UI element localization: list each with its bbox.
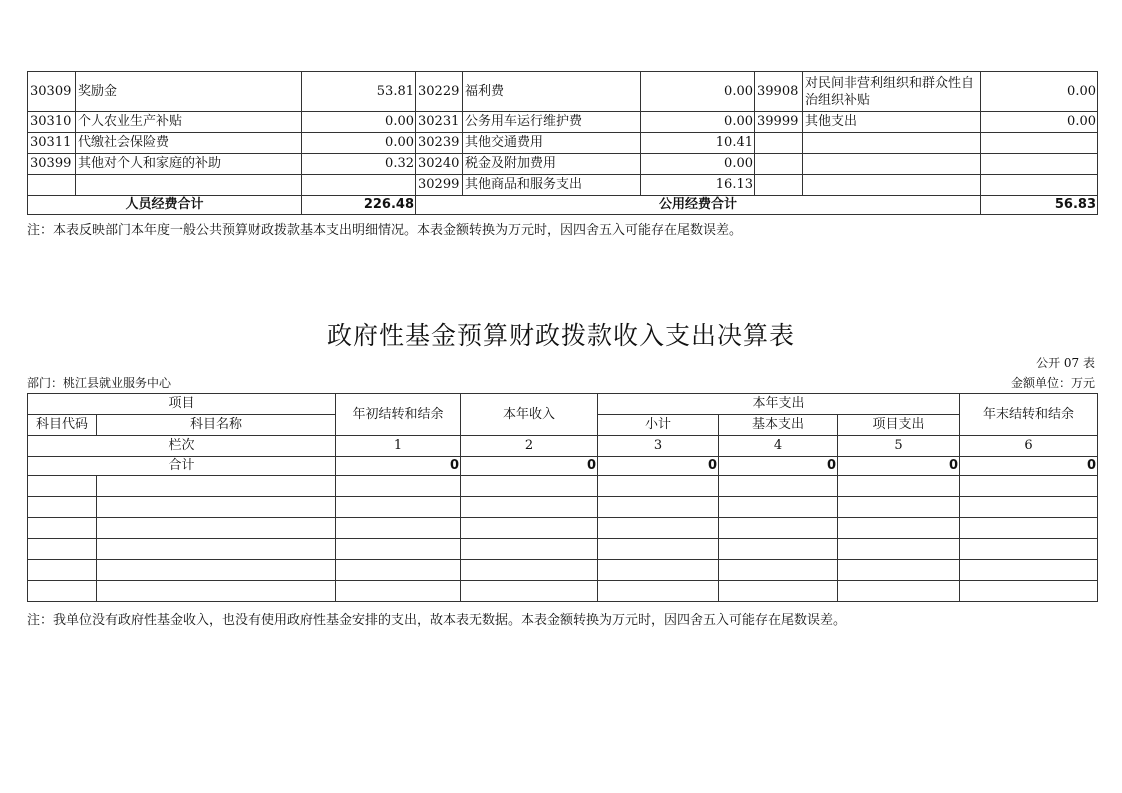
subject-code: 30239 — [416, 133, 463, 154]
header-subject-code: 科目代码 — [28, 415, 97, 436]
subject-code: 30311 — [28, 133, 76, 154]
empty-cell — [960, 497, 1098, 518]
empty-cell — [719, 560, 838, 581]
table-row — [28, 72, 1098, 112]
empty-cell — [28, 476, 97, 497]
header-basic-expense: 基本支出 — [719, 415, 838, 436]
subject-code — [755, 154, 803, 175]
empty-cell — [461, 476, 598, 497]
subject-name — [803, 133, 981, 154]
empty-cell — [336, 560, 461, 581]
header-subtotal: 小计 — [598, 415, 719, 436]
empty-cell — [28, 518, 97, 539]
empty-row — [28, 539, 1098, 560]
column-number: 2 — [461, 436, 598, 457]
empty-row — [28, 476, 1098, 497]
total-value: 0 — [461, 457, 598, 476]
total-label: 合计 — [28, 457, 336, 476]
header-subject-name: 科目名称 — [97, 415, 336, 436]
empty-cell — [838, 518, 960, 539]
subject-name: 其他对个人和家庭的补助 — [76, 154, 302, 175]
empty-cell — [719, 539, 838, 560]
table-row — [28, 154, 1098, 175]
subject-name: 代缴社会保险费 — [76, 133, 302, 154]
table-code: 公开 07 表 — [1036, 356, 1095, 370]
unit-label: 金额单位：万元 — [1010, 376, 1095, 390]
subject-name: 其他交通费用 — [463, 133, 641, 154]
subject-code: 30240 — [416, 154, 463, 175]
amount: 0.00 — [641, 112, 755, 133]
header-project: 项目 — [28, 394, 336, 415]
empty-cell — [598, 497, 719, 518]
column-number: 6 — [960, 436, 1098, 457]
subject-name: 个人农业生产补贴 — [76, 112, 302, 133]
empty-cell — [97, 581, 336, 602]
subject-code: 30399 — [28, 154, 76, 175]
header-begin-balance: 年初结转和结余 — [336, 394, 461, 436]
header-expense: 本年支出 — [598, 394, 960, 415]
empty-cell — [336, 518, 461, 539]
amount: 0.00 — [302, 112, 416, 133]
empty-cell — [336, 581, 461, 602]
column-number: 5 — [838, 436, 960, 457]
empty-cell — [719, 518, 838, 539]
total-value: 0 — [838, 457, 960, 476]
empty-cell — [97, 476, 336, 497]
subject-name: 对民间非营利组织和群众性自治组织补贴 — [803, 72, 981, 112]
note-basic-expenditure: 注：本表反映部门本年度一般公共预算财政拨款基本支出明细情况。本表金额转换为万元时，因四舍五入可能存在尾数误差。 — [27, 223, 743, 238]
amount — [981, 154, 1098, 175]
subject-name: 税金及附加费用 — [463, 154, 641, 175]
amount — [981, 175, 1098, 196]
empty-row — [28, 497, 1098, 518]
empty-cell — [838, 476, 960, 497]
public-total-label: 公用经费合计 — [416, 196, 981, 215]
empty-cell — [719, 497, 838, 518]
empty-cell — [719, 581, 838, 602]
subject-code: 30229 — [416, 72, 463, 112]
subject-code: 30309 — [28, 72, 76, 112]
empty-cell — [598, 560, 719, 581]
empty-cell — [336, 476, 461, 497]
subject-name: 奖励金 — [76, 72, 302, 112]
empty-cell — [28, 539, 97, 560]
amount: 0.32 — [302, 154, 416, 175]
public-total-value: 56.83 — [981, 196, 1098, 215]
subject-name: 福利费 — [463, 72, 641, 112]
empty-row — [28, 581, 1098, 602]
subject-code: 39908 — [755, 72, 803, 112]
total-value: 0 — [960, 457, 1098, 476]
amount — [981, 133, 1098, 154]
column-number: 3 — [598, 436, 719, 457]
empty-cell — [97, 539, 336, 560]
column-number: 4 — [719, 436, 838, 457]
subject-name: 其他支出 — [803, 112, 981, 133]
amount: 53.81 — [302, 72, 416, 112]
department-label: 部门：桃江县就业服务中心 — [27, 376, 172, 390]
subject-name: 其他商品和服务支出 — [463, 175, 641, 196]
personnel-total-value: 226.48 — [302, 196, 416, 215]
total-row — [28, 196, 1098, 215]
empty-cell — [461, 539, 598, 560]
subject-code: 39999 — [755, 112, 803, 133]
header-project-expense: 项目支出 — [838, 415, 960, 436]
total-value: 0 — [719, 457, 838, 476]
empty-cell — [97, 497, 336, 518]
table-row — [28, 112, 1098, 133]
empty-cell — [461, 560, 598, 581]
amount: 0.00 — [641, 154, 755, 175]
basic-expenditure-table — [27, 71, 1098, 215]
empty-cell — [960, 581, 1098, 602]
total-value: 0 — [336, 457, 461, 476]
subject-code: 30299 — [416, 175, 463, 196]
header-end-balance: 年末结转和结余 — [960, 394, 1098, 436]
empty-cell — [960, 560, 1098, 581]
column-number: 1 — [336, 436, 461, 457]
subject-code: 30310 — [28, 112, 76, 133]
empty-cell — [97, 518, 336, 539]
empty-cell — [336, 539, 461, 560]
total-row — [28, 457, 1098, 476]
empty-cell — [598, 518, 719, 539]
header-column: 栏次 — [28, 436, 336, 457]
empty-cell — [461, 497, 598, 518]
empty-cell — [598, 581, 719, 602]
total-value: 0 — [598, 457, 719, 476]
note-government-fund: 注：我单位没有政府性基金收入，也没有使用政府性基金安排的支出，故本表无数据。本表金额转换为万元时，因四舍五入可能存在尾数误差。 — [27, 613, 847, 628]
column-number-row — [28, 436, 1098, 457]
page-title: 政府性基金预算财政拨款收入支出决算表 — [326, 321, 795, 350]
government-fund-table — [27, 393, 1098, 602]
amount: 16.13 — [641, 175, 755, 196]
personnel-total-label: 人员经费合计 — [28, 196, 302, 215]
empty-cell — [719, 476, 838, 497]
empty-cell — [960, 539, 1098, 560]
empty-cell — [598, 539, 719, 560]
empty-cell — [838, 581, 960, 602]
subject-name: 公务用车运行维护费 — [463, 112, 641, 133]
empty-cell — [28, 560, 97, 581]
table-row — [28, 175, 1098, 196]
subject-code: 30231 — [416, 112, 463, 133]
empty-cell — [960, 476, 1098, 497]
empty-cell — [97, 560, 336, 581]
empty-cell — [960, 518, 1098, 539]
amount: 10.41 — [641, 133, 755, 154]
amount: 0.00 — [302, 133, 416, 154]
empty-cell — [838, 560, 960, 581]
subject-code — [755, 133, 803, 154]
empty-row — [28, 560, 1098, 581]
amount: 0.00 — [981, 72, 1098, 112]
subject-code — [28, 175, 76, 196]
subject-name — [803, 175, 981, 196]
empty-cell — [28, 581, 97, 602]
subject-name — [76, 175, 302, 196]
header-income: 本年收入 — [461, 394, 598, 436]
amount: 0.00 — [641, 72, 755, 112]
amount: 0.00 — [981, 112, 1098, 133]
empty-cell — [461, 518, 598, 539]
subject-code — [755, 175, 803, 196]
table-row — [28, 133, 1098, 154]
subject-name — [803, 154, 981, 175]
empty-cell — [598, 476, 719, 497]
empty-cell — [28, 497, 97, 518]
empty-cell — [336, 497, 461, 518]
empty-cell — [838, 497, 960, 518]
empty-row — [28, 518, 1098, 539]
empty-cell — [838, 539, 960, 560]
empty-cell — [461, 581, 598, 602]
amount — [302, 175, 416, 196]
